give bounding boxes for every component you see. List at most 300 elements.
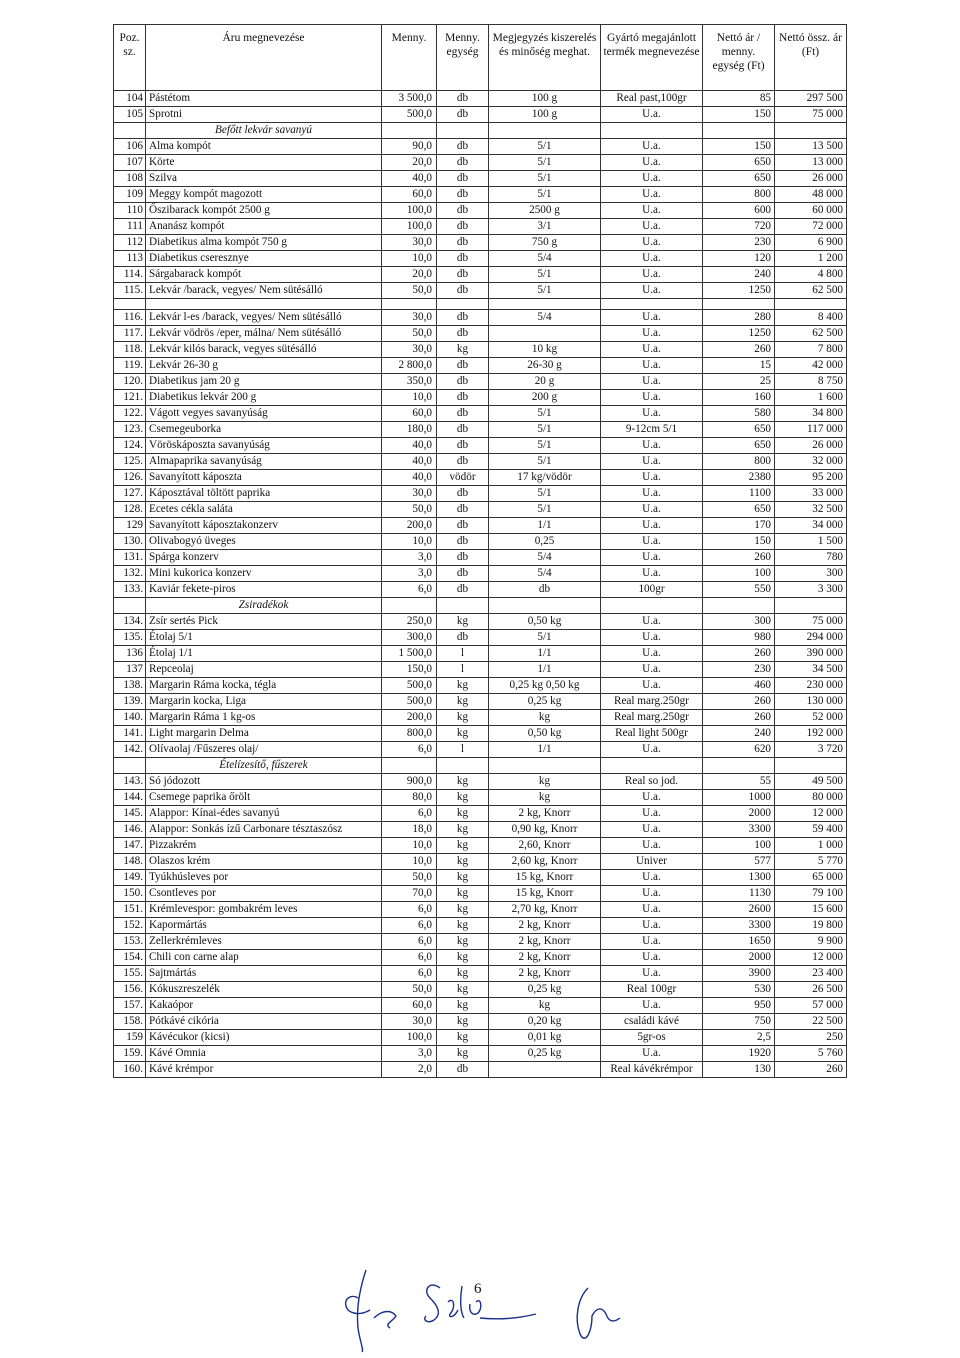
- cell-unit: kg: [437, 822, 489, 838]
- cell-name: Margarin Ráma 1 kg-os: [146, 710, 382, 726]
- cell-unit: kg: [437, 1046, 489, 1062]
- cell-pos: 155.: [114, 966, 146, 982]
- cell-total: 3 720: [775, 742, 847, 758]
- cell-note: 5/1: [489, 155, 601, 171]
- cell-unit: kg: [437, 790, 489, 806]
- cell-note: 5/1: [489, 502, 601, 518]
- cell-unit-price: 530: [703, 982, 775, 998]
- cell-note: 15 kg, Knorr: [489, 886, 601, 902]
- cell-qty: 6,0: [382, 902, 437, 918]
- cell-qty: 50,0: [382, 326, 437, 342]
- cell-name: Káposztával töltött paprika: [146, 486, 382, 502]
- cell-manufacturer: U.a.: [601, 614, 703, 630]
- cell-unit-price: 2380: [703, 470, 775, 486]
- cell-manufacturer: U.a.: [601, 934, 703, 950]
- cell-pos: 138.: [114, 678, 146, 694]
- cell-qty: 180,0: [382, 422, 437, 438]
- cell-unit-price: 260: [703, 550, 775, 566]
- cell-note: kg: [489, 790, 601, 806]
- cell-unit-price: 800: [703, 454, 775, 470]
- cell-total: 297 500: [775, 91, 847, 107]
- cell-unit-price: 240: [703, 267, 775, 283]
- cell-pos: 135.: [114, 630, 146, 646]
- cell-pos: 117.: [114, 326, 146, 342]
- cell-name: Csemegeuborka: [146, 422, 382, 438]
- cell-unit-price: 230: [703, 235, 775, 251]
- cell-qty: 6,0: [382, 934, 437, 950]
- cell-unit-price: 150: [703, 139, 775, 155]
- cell-unit: db: [437, 187, 489, 203]
- cell-name: Étolaj 1/1: [146, 646, 382, 662]
- handwritten-signatures: [330, 1258, 650, 1354]
- cell-unit: db: [437, 283, 489, 299]
- cell-qty: 30,0: [382, 1014, 437, 1030]
- cell-manufacturer: U.a.: [601, 790, 703, 806]
- cell-note: 5/4: [489, 251, 601, 267]
- table-row: [114, 1046, 847, 1062]
- cell-name: Szilva: [146, 171, 382, 187]
- cell-note: 0,25 kg 0,50 kg: [489, 678, 601, 694]
- cell-total: 230 000: [775, 678, 847, 694]
- section-empty-cell: [382, 758, 437, 774]
- cell-unit-price: 280: [703, 310, 775, 326]
- cell-unit-price: 1100: [703, 486, 775, 502]
- cell-manufacturer: U.a.: [601, 678, 703, 694]
- cell-unit: kg: [437, 854, 489, 870]
- table-row: [114, 1062, 847, 1078]
- cell-qty: 500,0: [382, 678, 437, 694]
- table-row: [114, 518, 847, 534]
- cell-qty: 30,0: [382, 235, 437, 251]
- cell-unit-price: 650: [703, 155, 775, 171]
- cell-pos: 146.: [114, 822, 146, 838]
- cell-qty: 6,0: [382, 582, 437, 598]
- cell-pos: 147.: [114, 838, 146, 854]
- cell-note: 5/1: [489, 438, 601, 454]
- cell-qty: 50,0: [382, 982, 437, 998]
- section-empty-cell: [489, 598, 601, 614]
- cell-unit-price: 260: [703, 710, 775, 726]
- cell-qty: 90,0: [382, 139, 437, 155]
- table-row: [114, 219, 847, 235]
- cell-unit: db: [437, 502, 489, 518]
- cell-manufacturer: U.a.: [601, 470, 703, 486]
- cell-name: Vágott vegyes savanyúság: [146, 406, 382, 422]
- cell-unit-price: 1300: [703, 870, 775, 886]
- cell-qty: 70,0: [382, 886, 437, 902]
- cell-pos: 121.: [114, 390, 146, 406]
- cell-pos: 104: [114, 91, 146, 107]
- cell-pos: 105: [114, 107, 146, 123]
- cell-unit: kg: [437, 614, 489, 630]
- cell-pos: 108: [114, 171, 146, 187]
- cell-manufacturer: U.a.: [601, 139, 703, 155]
- cell-note: [489, 326, 601, 342]
- cell-manufacturer: Real marg.250gr: [601, 694, 703, 710]
- cell-unit: db: [437, 566, 489, 582]
- cell-total: 34 000: [775, 518, 847, 534]
- cell-manufacturer: U.a.: [601, 171, 703, 187]
- cell-total: 300: [775, 566, 847, 582]
- section-heading-row: [114, 598, 847, 614]
- cell-qty: 50,0: [382, 502, 437, 518]
- cell-manufacturer: U.a.: [601, 203, 703, 219]
- cell-name: Sárgabarack kompót: [146, 267, 382, 283]
- cell-unit-price: 650: [703, 422, 775, 438]
- cell-manufacturer: U.a.: [601, 342, 703, 358]
- cell-qty: 80,0: [382, 790, 437, 806]
- cell-note: 200 g: [489, 390, 601, 406]
- section-heading-row: [114, 123, 847, 139]
- cell-note: 15 kg, Knorr: [489, 870, 601, 886]
- cell-note: 1/1: [489, 646, 601, 662]
- cell-manufacturer: U.a.: [601, 902, 703, 918]
- cell-total: 15 600: [775, 902, 847, 918]
- cell-note: 2,70 kg, Knorr: [489, 902, 601, 918]
- table-row: [114, 790, 847, 806]
- table-row: [114, 310, 847, 326]
- table-row: [114, 1014, 847, 1030]
- cell-unit: db: [437, 91, 489, 107]
- cell-name: Kávé krémpor: [146, 1062, 382, 1078]
- cell-name: Pizzakrém: [146, 838, 382, 854]
- cell-name: Krémlevespor: gombakrém leves: [146, 902, 382, 918]
- cell-total: 33 000: [775, 486, 847, 502]
- cell-note: 2 kg, Knorr: [489, 934, 601, 950]
- header-name: Áru megnevezése: [146, 25, 382, 91]
- section-empty-cell: [601, 123, 703, 139]
- section-empty-cell: [775, 598, 847, 614]
- cell-manufacturer: Real kávékrémpor: [601, 1062, 703, 1078]
- table-row: [114, 374, 847, 390]
- cell-total: 130 000: [775, 694, 847, 710]
- section-empty-cell: [437, 598, 489, 614]
- table-row: [114, 902, 847, 918]
- header-qty: Menny.: [382, 25, 437, 91]
- cell-qty: 6,0: [382, 918, 437, 934]
- cell-unit-price: 580: [703, 406, 775, 422]
- cell-name: Só jódozott: [146, 774, 382, 790]
- cell-pos: 158.: [114, 1014, 146, 1030]
- cell-total: 294 000: [775, 630, 847, 646]
- table-row: [114, 454, 847, 470]
- table-row: [114, 235, 847, 251]
- cell-manufacturer: 5gr-os: [601, 1030, 703, 1046]
- cell-unit-price: 120: [703, 251, 775, 267]
- cell-qty: 60,0: [382, 406, 437, 422]
- spacer-cell: [382, 299, 437, 310]
- cell-manufacturer: U.a.: [601, 283, 703, 299]
- cell-qty: 10,0: [382, 251, 437, 267]
- cell-unit: l: [437, 742, 489, 758]
- cell-note: 1/1: [489, 518, 601, 534]
- cell-unit: db: [437, 454, 489, 470]
- cell-unit: db: [437, 518, 489, 534]
- cell-manufacturer: 9-12cm 5/1: [601, 422, 703, 438]
- table-row: [114, 283, 847, 299]
- cell-unit-price: 85: [703, 91, 775, 107]
- cell-unit-price: 3300: [703, 822, 775, 838]
- cell-qty: 500,0: [382, 694, 437, 710]
- spacer-row: [114, 299, 847, 310]
- cell-name: Lekvár vödrös /eper, málna/ Nem sütésálló: [146, 326, 382, 342]
- cell-name: Olivabogyó üveges: [146, 534, 382, 550]
- cell-pos: 116.: [114, 310, 146, 326]
- cell-total: 12 000: [775, 806, 847, 822]
- cell-pos: 106: [114, 139, 146, 155]
- cell-note: 5/1: [489, 187, 601, 203]
- table-row: [114, 470, 847, 486]
- section-empty-cell: [601, 758, 703, 774]
- cell-total: 79 100: [775, 886, 847, 902]
- cell-manufacturer: U.a.: [601, 251, 703, 267]
- table-row: [114, 646, 847, 662]
- cell-unit: db: [437, 235, 489, 251]
- table-row: [114, 630, 847, 646]
- cell-name: Chili con carne alap: [146, 950, 382, 966]
- cell-unit-price: 300: [703, 614, 775, 630]
- cell-pos: 154.: [114, 950, 146, 966]
- cell-name: Csontleves por: [146, 886, 382, 902]
- cell-total: 6 900: [775, 235, 847, 251]
- cell-unit: kg: [437, 902, 489, 918]
- cell-name: Kapormártás: [146, 918, 382, 934]
- cell-unit: l: [437, 662, 489, 678]
- cell-note: kg: [489, 774, 601, 790]
- cell-unit: kg: [437, 678, 489, 694]
- cell-name: Spárga konzerv: [146, 550, 382, 566]
- cell-qty: 100,0: [382, 203, 437, 219]
- cell-qty: 150,0: [382, 662, 437, 678]
- cell-unit-price: 950: [703, 998, 775, 1014]
- cell-total: 13 000: [775, 155, 847, 171]
- cell-total: 75 000: [775, 614, 847, 630]
- table-row: [114, 950, 847, 966]
- cell-name: Lekvár kilós barack, vegyes sütésálló: [146, 342, 382, 358]
- cell-manufacturer: U.a.: [601, 646, 703, 662]
- cell-manufacturer: U.a.: [601, 630, 703, 646]
- cell-note: 0,25 kg: [489, 694, 601, 710]
- cell-unit: kg: [437, 838, 489, 854]
- cell-unit-price: 1000: [703, 790, 775, 806]
- cell-name: Kávécukor (kicsi): [146, 1030, 382, 1046]
- cell-unit-price: 980: [703, 630, 775, 646]
- spacer-cell: [703, 299, 775, 310]
- section-empty-cell: [114, 758, 146, 774]
- cell-qty: 3,0: [382, 550, 437, 566]
- cell-note: 5/1: [489, 454, 601, 470]
- cell-unit-price: 650: [703, 171, 775, 187]
- cell-unit-price: 720: [703, 219, 775, 235]
- cell-name: Pótkávé cikória: [146, 1014, 382, 1030]
- table-row: [114, 422, 847, 438]
- table-row: [114, 502, 847, 518]
- section-empty-cell: [703, 598, 775, 614]
- cell-name: Margarin Ráma kocka, tégla: [146, 678, 382, 694]
- cell-unit-price: 3900: [703, 966, 775, 982]
- cell-qty: 18,0: [382, 822, 437, 838]
- cell-manufacturer: U.a.: [601, 550, 703, 566]
- cell-manufacturer: Real marg.250gr: [601, 710, 703, 726]
- cell-unit-price: 15: [703, 358, 775, 374]
- cell-pos: 156.: [114, 982, 146, 998]
- cell-total: 780: [775, 550, 847, 566]
- cell-qty: 10,0: [382, 534, 437, 550]
- cell-qty: 350,0: [382, 374, 437, 390]
- cell-total: 390 000: [775, 646, 847, 662]
- cell-name: Zsír sertés Pick: [146, 614, 382, 630]
- cell-note: 5/4: [489, 566, 601, 582]
- cell-unit: db: [437, 406, 489, 422]
- cell-pos: 118.: [114, 342, 146, 358]
- cell-qty: 10,0: [382, 838, 437, 854]
- cell-unit-price: 160: [703, 390, 775, 406]
- table-row: [114, 774, 847, 790]
- cell-total: 34 800: [775, 406, 847, 422]
- cell-manufacturer: U.a.: [601, 454, 703, 470]
- cell-manufacturer: U.a.: [601, 187, 703, 203]
- cell-qty: 6,0: [382, 806, 437, 822]
- cell-unit-price: 620: [703, 742, 775, 758]
- cell-manufacturer: U.a.: [601, 518, 703, 534]
- cell-pos: 112: [114, 235, 146, 251]
- cell-qty: 20,0: [382, 267, 437, 283]
- table-row: [114, 486, 847, 502]
- cell-total: 4 800: [775, 267, 847, 283]
- section-empty-cell: [489, 758, 601, 774]
- table-row: [114, 838, 847, 854]
- section-empty-cell: [114, 598, 146, 614]
- cell-name: Ecetes cékla saláta: [146, 502, 382, 518]
- cell-name: Diabetikus alma kompót 750 g: [146, 235, 382, 251]
- cell-manufacturer: U.a.: [601, 1046, 703, 1062]
- cell-unit: kg: [437, 918, 489, 934]
- cell-unit: db: [437, 155, 489, 171]
- table-row: [114, 406, 847, 422]
- cell-manufacturer: U.a.: [601, 566, 703, 582]
- cell-name: Savanyított káposzta: [146, 470, 382, 486]
- cell-unit-price: 1650: [703, 934, 775, 950]
- cell-unit-price: 2000: [703, 950, 775, 966]
- cell-unit: db: [437, 267, 489, 283]
- cell-pos: 126.: [114, 470, 146, 486]
- cell-name: Lekvár l-es /barack, vegyes/ Nem sütésálló: [146, 310, 382, 326]
- cell-note: 0,20 kg: [489, 1014, 601, 1030]
- cell-qty: 2 800,0: [382, 358, 437, 374]
- cell-note: 26-30 g: [489, 358, 601, 374]
- cell-qty: 3,0: [382, 566, 437, 582]
- cell-manufacturer: U.a.: [601, 870, 703, 886]
- cell-pos: 137: [114, 662, 146, 678]
- table-row: [114, 342, 847, 358]
- cell-pos: 143.: [114, 774, 146, 790]
- cell-unit: kg: [437, 886, 489, 902]
- cell-pos: 149.: [114, 870, 146, 886]
- cell-total: 192 000: [775, 726, 847, 742]
- cell-unit: kg: [437, 950, 489, 966]
- cell-unit: db: [437, 390, 489, 406]
- cell-note: 20 g: [489, 374, 601, 390]
- cell-note: db: [489, 582, 601, 598]
- cell-unit: db: [437, 550, 489, 566]
- cell-name: Kókuszreszelék: [146, 982, 382, 998]
- cell-unit: db: [437, 358, 489, 374]
- cell-pos: 122.: [114, 406, 146, 422]
- spacer-cell: [114, 299, 146, 310]
- cell-total: 5 770: [775, 854, 847, 870]
- table-row: [114, 155, 847, 171]
- cell-total: 32 000: [775, 454, 847, 470]
- cell-pos: 133.: [114, 582, 146, 598]
- cell-name: Alma kompót: [146, 139, 382, 155]
- cell-qty: 500,0: [382, 107, 437, 123]
- cell-unit-price: 577: [703, 854, 775, 870]
- cell-manufacturer: U.a.: [601, 107, 703, 123]
- cell-unit-price: 460: [703, 678, 775, 694]
- table-row: [114, 187, 847, 203]
- cell-total: 26 000: [775, 171, 847, 187]
- cell-pos: 123.: [114, 422, 146, 438]
- section-empty-cell: [703, 758, 775, 774]
- table-row: [114, 139, 847, 155]
- cell-manufacturer: U.a.: [601, 358, 703, 374]
- cell-total: 62 500: [775, 283, 847, 299]
- cell-unit-price: 130: [703, 1062, 775, 1078]
- cell-manufacturer: U.a.: [601, 502, 703, 518]
- cell-note: 750 g: [489, 235, 601, 251]
- cell-name: Olívaolaj /Fűszeres olaj/: [146, 742, 382, 758]
- cell-unit-price: 260: [703, 342, 775, 358]
- cell-unit-price: 100: [703, 566, 775, 582]
- cell-total: 22 500: [775, 1014, 847, 1030]
- cell-note: 2500 g: [489, 203, 601, 219]
- cell-pos: 150.: [114, 886, 146, 902]
- section-heading-row: [114, 758, 847, 774]
- cell-pos: 151.: [114, 902, 146, 918]
- cell-note: 0,90 kg, Knorr: [489, 822, 601, 838]
- cell-unit: db: [437, 310, 489, 326]
- cell-total: 19 800: [775, 918, 847, 934]
- cell-qty: 30,0: [382, 486, 437, 502]
- cell-note: 100 g: [489, 107, 601, 123]
- cell-name: Savanyított káposztakonzerv: [146, 518, 382, 534]
- cell-note: 2 kg, Knorr: [489, 966, 601, 982]
- cell-pos: 141.: [114, 726, 146, 742]
- cell-note: 5/1: [489, 171, 601, 187]
- cell-note: 0,50 kg: [489, 726, 601, 742]
- cell-pos: 159: [114, 1030, 146, 1046]
- cell-unit: db: [437, 422, 489, 438]
- cell-total: 5 760: [775, 1046, 847, 1062]
- spacer-cell: [489, 299, 601, 310]
- cell-total: 117 000: [775, 422, 847, 438]
- cell-manufacturer: U.a.: [601, 742, 703, 758]
- cell-manufacturer: U.a.: [601, 326, 703, 342]
- cell-total: 3 300: [775, 582, 847, 598]
- cell-note: 5/4: [489, 310, 601, 326]
- cell-total: 60 000: [775, 203, 847, 219]
- cell-qty: 30,0: [382, 310, 437, 326]
- cell-name: Diabetikus jam 20 g: [146, 374, 382, 390]
- cell-qty: 40,0: [382, 438, 437, 454]
- cell-pos: 130.: [114, 534, 146, 550]
- cell-qty: 6,0: [382, 950, 437, 966]
- cell-pos: 114.: [114, 267, 146, 283]
- cell-note: 5/1: [489, 422, 601, 438]
- cell-name: Olaszos krém: [146, 854, 382, 870]
- cell-unit: kg: [437, 966, 489, 982]
- cell-manufacturer: U.a.: [601, 486, 703, 502]
